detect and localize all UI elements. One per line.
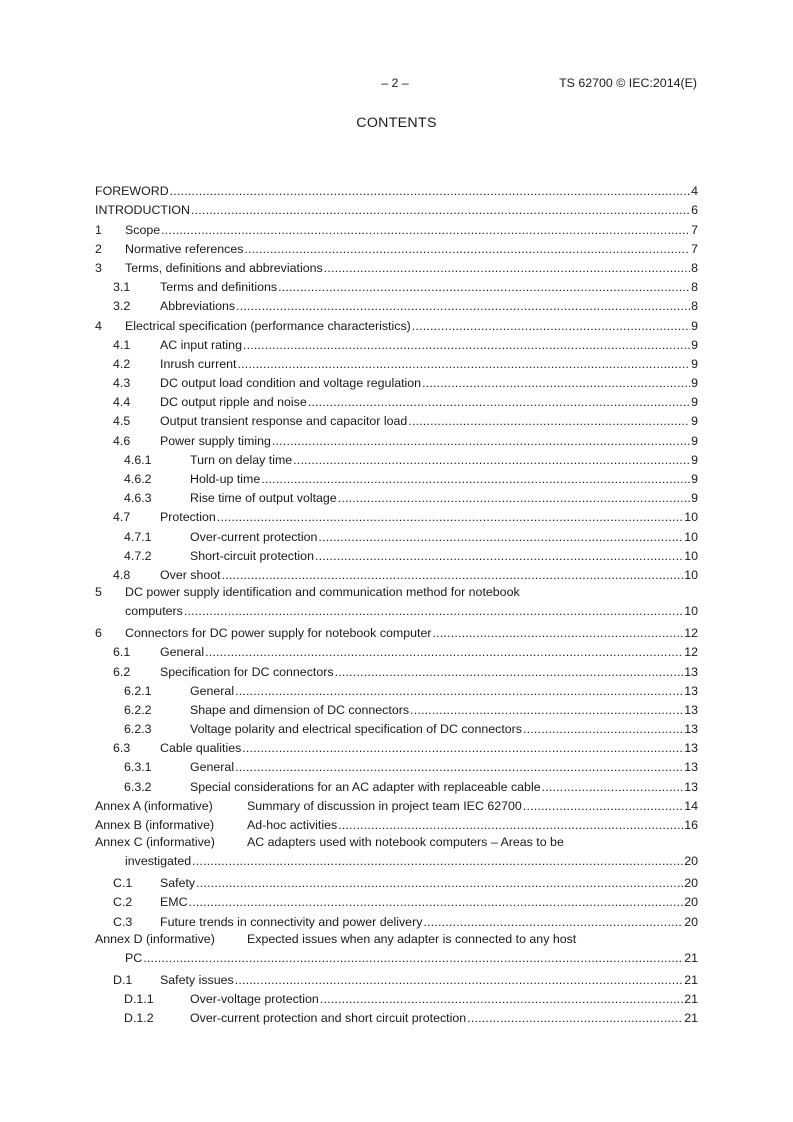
toc-page: 9 bbox=[691, 395, 698, 410]
toc-page: 13 bbox=[684, 722, 698, 737]
toc-page: 10 bbox=[684, 529, 698, 544]
toc-entry[interactable] bbox=[95, 506, 698, 525]
toc-page: 16 bbox=[684, 818, 698, 832]
leader-dots bbox=[320, 992, 683, 1007]
toc-title: Hold-up time bbox=[190, 472, 261, 486]
toc-number: 4.6.2 bbox=[124, 472, 152, 486]
toc-page: 10 bbox=[684, 548, 698, 563]
toc-number: 4.7.1 bbox=[124, 529, 152, 544]
toc-number: 4.7.2 bbox=[124, 548, 152, 563]
toc-entry[interactable] bbox=[95, 737, 698, 756]
leader-dots bbox=[408, 414, 690, 429]
toc-number: 6.2 bbox=[113, 664, 131, 679]
leader-dots bbox=[467, 1011, 683, 1026]
toc-title: Output transient response and capacitor load bbox=[160, 414, 408, 429]
toc-title: Over shoot bbox=[160, 567, 221, 582]
toc-title: General bbox=[190, 683, 235, 698]
toc-entry[interactable] bbox=[95, 564, 698, 583]
toc-entry[interactable] bbox=[95, 257, 698, 276]
toc-number: 6 bbox=[95, 626, 102, 641]
leader-dots bbox=[324, 261, 690, 276]
toc-title: FOREWORD bbox=[95, 184, 169, 199]
toc-title: Summary of discussion in project team IEC 62700 bbox=[247, 798, 522, 813]
toc-number: 4.7 bbox=[113, 510, 131, 525]
toc-page: 21 bbox=[684, 950, 698, 965]
toc-page: 8 bbox=[691, 299, 698, 314]
toc-entry[interactable] bbox=[95, 660, 698, 679]
toc-title-continued: computers bbox=[125, 604, 183, 619]
leader-dots bbox=[338, 491, 690, 506]
toc-title: DC output ripple and noise bbox=[160, 395, 307, 410]
toc-page: 9 bbox=[691, 491, 698, 506]
toc-page: 10 bbox=[684, 604, 698, 619]
toc-number: 3.1 bbox=[113, 280, 131, 295]
toc-number: 3.2 bbox=[113, 299, 131, 314]
leader-dots bbox=[278, 280, 690, 295]
toc-title: Expected issues when any adapter is connected to any host bbox=[247, 931, 577, 946]
page-number: – 2 – bbox=[381, 76, 409, 90]
toc-number: 6.2.1 bbox=[124, 683, 152, 698]
toc-number: D.1 bbox=[113, 972, 133, 987]
toc-page: 9 bbox=[691, 472, 698, 486]
toc-title-continued: PC bbox=[125, 950, 143, 965]
toc-title: Power supply timing bbox=[160, 433, 271, 448]
toc-entry[interactable] bbox=[95, 545, 698, 564]
toc-page: 8 bbox=[691, 260, 698, 275]
toc-entry[interactable] bbox=[95, 391, 698, 410]
toc-entry[interactable] bbox=[95, 1007, 698, 1026]
toc-entry[interactable] bbox=[95, 795, 698, 814]
toc-title: Terms and definitions bbox=[160, 280, 278, 295]
toc-page: 20 bbox=[684, 876, 698, 891]
leader-dots bbox=[261, 472, 690, 487]
toc-entry[interactable] bbox=[95, 910, 698, 929]
toc-page: 9 bbox=[691, 318, 698, 333]
toc-title: Over-current protection and short circuit protection bbox=[190, 1011, 467, 1026]
toc-number: 4.6 bbox=[113, 433, 131, 448]
toc-title: Future trends in connectivity and power delivery bbox=[160, 914, 423, 929]
toc-entry[interactable] bbox=[95, 622, 698, 641]
toc-title: General bbox=[190, 760, 235, 775]
toc-title: DC power supply identification and communication method for notebook bbox=[125, 584, 520, 599]
leader-dots bbox=[235, 684, 683, 699]
toc-number: 4.1 bbox=[113, 337, 131, 352]
toc-title: Inrush current bbox=[160, 356, 237, 371]
toc-entry[interactable] bbox=[95, 775, 698, 794]
toc-title: EMC bbox=[160, 895, 188, 910]
toc-entry[interactable] bbox=[95, 180, 698, 199]
toc-entry[interactable] bbox=[95, 295, 698, 314]
leader-dots bbox=[335, 665, 684, 680]
toc-title: Connectors for DC power supply for notebook computer bbox=[125, 626, 432, 641]
toc-number: C.3 bbox=[113, 914, 133, 929]
leader-dots bbox=[184, 604, 683, 619]
toc-title: Shape and dimension of DC connectors bbox=[190, 702, 410, 717]
toc-title: DC output load condition and voltage regulation bbox=[160, 376, 422, 391]
leader-dots bbox=[189, 895, 684, 910]
toc-page: 20 bbox=[684, 914, 698, 929]
leader-dots bbox=[308, 395, 690, 410]
toc-title: Abbreviations bbox=[160, 299, 236, 314]
toc-entry[interactable] bbox=[95, 276, 698, 295]
leader-dots bbox=[542, 780, 684, 795]
toc-number: Annex B (informative) bbox=[95, 818, 215, 832]
toc-number: 6.3.1 bbox=[124, 760, 152, 775]
toc-entry[interactable] bbox=[95, 372, 698, 391]
toc-page: 21 bbox=[684, 991, 698, 1006]
toc-number: 3 bbox=[95, 260, 102, 275]
leader-dots bbox=[192, 854, 683, 869]
toc-title: Short-circuit protection bbox=[190, 548, 314, 563]
toc-number: 2 bbox=[95, 241, 102, 256]
toc-page: 10 bbox=[684, 567, 698, 582]
toc-entry[interactable] bbox=[95, 969, 698, 988]
toc-number: D.1.2 bbox=[124, 1011, 154, 1026]
toc-title: Electrical specification (performance characteristics) bbox=[125, 318, 411, 333]
leader-dots bbox=[236, 299, 690, 314]
toc-entry[interactable] bbox=[95, 756, 698, 775]
toc-page: 13 bbox=[684, 779, 698, 794]
toc-page: 9 bbox=[691, 376, 698, 391]
toc-number: 4.3 bbox=[113, 376, 131, 391]
leader-dots bbox=[523, 722, 683, 737]
leader-dots bbox=[205, 645, 683, 660]
toc-entry[interactable] bbox=[95, 930, 698, 969]
toc-number: 6.3.2 bbox=[124, 779, 152, 794]
leader-dots bbox=[315, 549, 683, 564]
toc-title: Cable qualities bbox=[160, 741, 242, 756]
toc-page: 21 bbox=[684, 972, 698, 987]
toc-number: 6.3 bbox=[113, 741, 131, 756]
toc-number: Annex C (informative) bbox=[95, 835, 215, 849]
toc-page: 9 bbox=[691, 356, 698, 371]
toc-entry[interactable] bbox=[95, 410, 698, 429]
toc-title: Specification for DC connectors bbox=[160, 664, 334, 679]
toc-number: 4.6.1 bbox=[124, 452, 152, 467]
leader-dots bbox=[143, 951, 683, 966]
leader-dots bbox=[432, 626, 683, 641]
toc-entry[interactable] bbox=[95, 718, 698, 737]
toc-page: 20 bbox=[684, 895, 698, 910]
toc-page: 13 bbox=[684, 760, 698, 775]
leader-dots bbox=[293, 453, 690, 468]
leader-dots bbox=[423, 915, 683, 930]
toc-entry[interactable] bbox=[95, 218, 698, 237]
toc-page: 8 bbox=[691, 280, 698, 295]
toc-page: 14 bbox=[684, 798, 698, 813]
toc-number: 6.1 bbox=[113, 645, 131, 660]
toc-page: 12 bbox=[684, 645, 698, 660]
toc-title: Over-voltage protection bbox=[190, 991, 319, 1006]
toc-title: General bbox=[160, 645, 205, 660]
toc-title: Safety bbox=[160, 876, 196, 891]
toc-entry[interactable] bbox=[95, 641, 698, 660]
toc-page: 13 bbox=[684, 702, 698, 717]
toc-title: INTRODUCTION bbox=[95, 203, 190, 218]
toc-title: Normative references bbox=[125, 241, 244, 256]
leader-dots bbox=[338, 818, 683, 833]
toc-number: 4.6.3 bbox=[124, 491, 152, 506]
toc-entry[interactable] bbox=[95, 238, 698, 257]
toc-title: Safety issues bbox=[160, 972, 234, 987]
toc-page: 10 bbox=[684, 510, 698, 525]
leader-dots bbox=[235, 760, 683, 775]
leader-dots bbox=[318, 530, 683, 545]
page-title: CONTENTS bbox=[356, 115, 437, 131]
leader-dots bbox=[222, 568, 684, 583]
toc-page: 7 bbox=[691, 241, 698, 256]
toc-page: 9 bbox=[691, 414, 698, 429]
toc-entry[interactable] bbox=[95, 334, 698, 353]
leader-dots bbox=[191, 203, 690, 218]
leader-dots bbox=[410, 703, 683, 718]
toc-entry[interactable] bbox=[95, 449, 698, 468]
leader-dots bbox=[235, 973, 684, 988]
toc-number: 4.8 bbox=[113, 567, 131, 582]
toc-page: 13 bbox=[684, 683, 698, 698]
toc-title: Protection bbox=[160, 510, 216, 525]
toc-title: Scope bbox=[125, 222, 161, 237]
toc-number: Annex D (informative) bbox=[95, 931, 215, 946]
leader-dots bbox=[243, 338, 690, 353]
toc-entry[interactable] bbox=[95, 199, 698, 218]
toc-entry[interactable] bbox=[95, 988, 698, 1007]
document-reference: TS 62700 © IEC:2014(E) bbox=[559, 76, 697, 90]
toc-page: 4 bbox=[691, 184, 698, 199]
leader-dots bbox=[170, 184, 690, 199]
table-of-contents bbox=[95, 180, 698, 1026]
toc-page: 13 bbox=[684, 741, 698, 756]
toc-title: AC input rating bbox=[160, 337, 242, 352]
leader-dots bbox=[412, 319, 690, 334]
toc-page: 9 bbox=[691, 433, 698, 448]
toc-number: D.1.1 bbox=[124, 991, 154, 1006]
toc-page: 21 bbox=[684, 1011, 698, 1026]
toc-title: Rise time of output voltage bbox=[190, 491, 337, 506]
toc-page: 9 bbox=[691, 452, 698, 467]
leader-dots bbox=[217, 510, 683, 525]
leader-dots bbox=[237, 357, 690, 372]
toc-entry[interactable] bbox=[95, 353, 698, 372]
toc-entry[interactable] bbox=[95, 872, 698, 891]
toc-number: Annex A (informative) bbox=[95, 798, 213, 813]
toc-page: 6 bbox=[691, 203, 698, 218]
toc-title: Turn on delay time bbox=[190, 452, 293, 467]
leader-dots bbox=[161, 223, 690, 238]
toc-title: Ad-hoc activities bbox=[247, 818, 338, 832]
leader-dots bbox=[422, 376, 690, 391]
toc-title: Terms, definitions and abbreviations bbox=[125, 260, 323, 275]
leader-dots bbox=[196, 876, 683, 891]
toc-title: Voltage polarity and electrical specification of DC connectors bbox=[190, 722, 522, 737]
toc-entry[interactable] bbox=[95, 680, 698, 699]
toc-number: 1 bbox=[95, 222, 102, 237]
leader-dots bbox=[242, 741, 683, 756]
toc-title: Over-current protection bbox=[190, 529, 318, 544]
toc-page: 20 bbox=[684, 854, 698, 869]
toc-number: 4.5 bbox=[113, 414, 131, 429]
toc-number: C.1 bbox=[113, 876, 133, 891]
toc-number: 4.2 bbox=[113, 356, 131, 371]
toc-page: 12 bbox=[684, 626, 698, 641]
toc-number: 4 bbox=[95, 318, 102, 333]
toc-entry[interactable] bbox=[95, 314, 698, 333]
leader-dots bbox=[272, 434, 690, 449]
toc-page: 13 bbox=[684, 664, 698, 679]
toc-entry[interactable] bbox=[95, 699, 698, 718]
toc-entry[interactable] bbox=[95, 468, 698, 487]
toc-number: C.2 bbox=[113, 895, 133, 910]
toc-number: 4.4 bbox=[113, 395, 131, 410]
leader-dots bbox=[244, 242, 690, 257]
toc-entry[interactable] bbox=[95, 833, 698, 872]
toc-entry[interactable] bbox=[95, 429, 698, 448]
toc-entry[interactable] bbox=[95, 583, 698, 622]
toc-title: AC adapters used with notebook computers – Areas to be bbox=[247, 835, 564, 849]
toc-entry[interactable] bbox=[95, 814, 698, 833]
toc-entry[interactable] bbox=[95, 891, 698, 910]
toc-title: Special considerations for an AC adapter with replaceable cable bbox=[190, 779, 541, 794]
toc-page: 9 bbox=[691, 337, 698, 352]
toc-number: 6.2.2 bbox=[124, 702, 152, 717]
toc-entry[interactable] bbox=[95, 525, 698, 544]
toc-page: 7 bbox=[691, 222, 698, 237]
toc-number: 6.2.3 bbox=[124, 722, 152, 737]
toc-entry[interactable] bbox=[95, 487, 698, 506]
toc-number: 5 bbox=[95, 584, 102, 599]
leader-dots bbox=[523, 799, 683, 814]
toc-title-continued: investigated bbox=[125, 854, 192, 869]
